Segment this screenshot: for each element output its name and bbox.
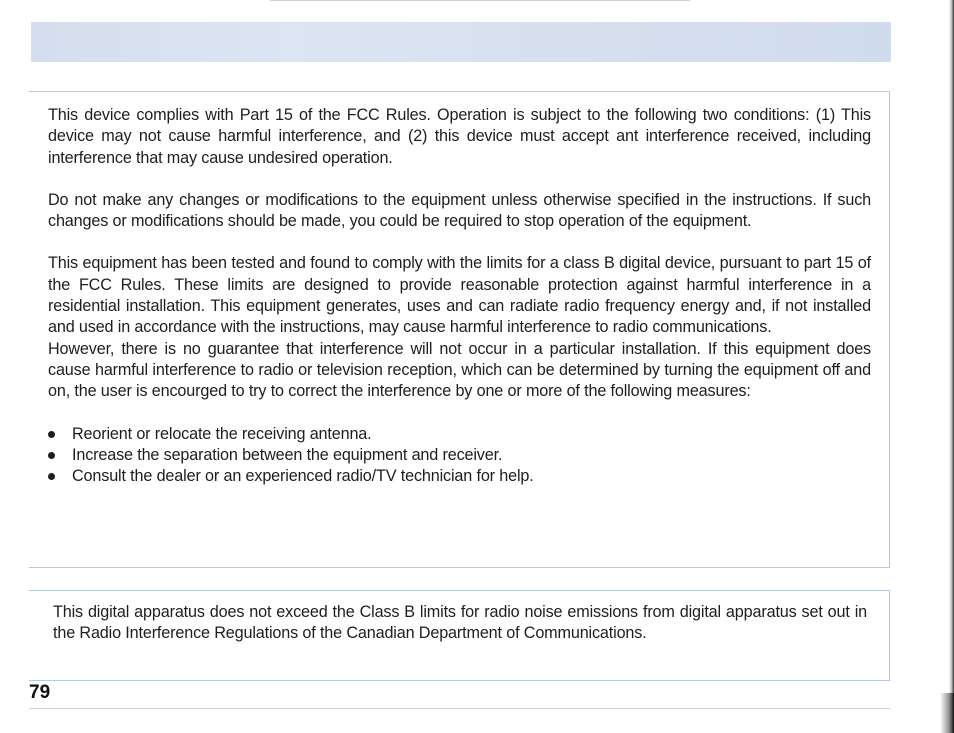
measure-text: Reorient or relocate the receiving antenna. (72, 424, 372, 443)
page-number: 79 (29, 682, 51, 703)
bullet-icon (48, 473, 55, 480)
fcc-compliance-paragraph: This device complies with Part 15 of the FCC Rules. Operation is subject to the following two conditions: (1) This device may not cause harmful interference, and (2) this device must accept ant interference received, including interference that may cause undesired operation. (48, 106, 871, 167)
page-edge (949, 0, 954, 733)
bottom-rule (29, 708, 890, 709)
no-guarantee-paragraph: However, there is no guarantee that interference will not occur in a particular installation. If this equipment does cause harmful interference to radio or television reception, which can be determined by turning the equipment off and on, the user is encourged to try to correct the interference by one or more of the following measures: (48, 339, 871, 401)
modifications-paragraph: Do not make any changes or modifications to the equipment unless otherwise specified in the instructions. If such changes or modifications should be made, you could be required to stop operation of the equipment. (48, 190, 871, 231)
list-item (48, 445, 871, 466)
corner-shadow (940, 693, 954, 733)
list-item (48, 424, 871, 445)
list-item (48, 466, 871, 487)
measure-text: Consult the dealer or an experienced radio/TV technician for help. (72, 467, 534, 486)
class-b-paragraph: This equipment has been tested and found to comply with the limits for a class B digital device, pursuant to part 15 of the FCC Rules. These limits are designed to provide reasonable protection against harmful interference in a residential installation. This equipment generates, uses and can radiate radio frequency energy and, if not installed and used in accordance with the instructions, may cause harmful interference to radio communications. (48, 254, 871, 337)
canada-notice-text: This digital apparatus does not exceed the Class B limits for radio noise emissions from digital apparatus set out in the Radio Interference Regulations of the Canadian Department of Communications. (53, 603, 867, 643)
bullet-icon (48, 431, 55, 438)
measures-list (48, 424, 871, 488)
header-band (31, 22, 891, 62)
measure-text: Increase the separation between the equipment and receiver. (72, 445, 503, 464)
top-rule (270, 0, 690, 1)
canada-notice-box (29, 590, 890, 681)
bullet-icon (48, 452, 55, 459)
fcc-notice-box (29, 91, 890, 568)
